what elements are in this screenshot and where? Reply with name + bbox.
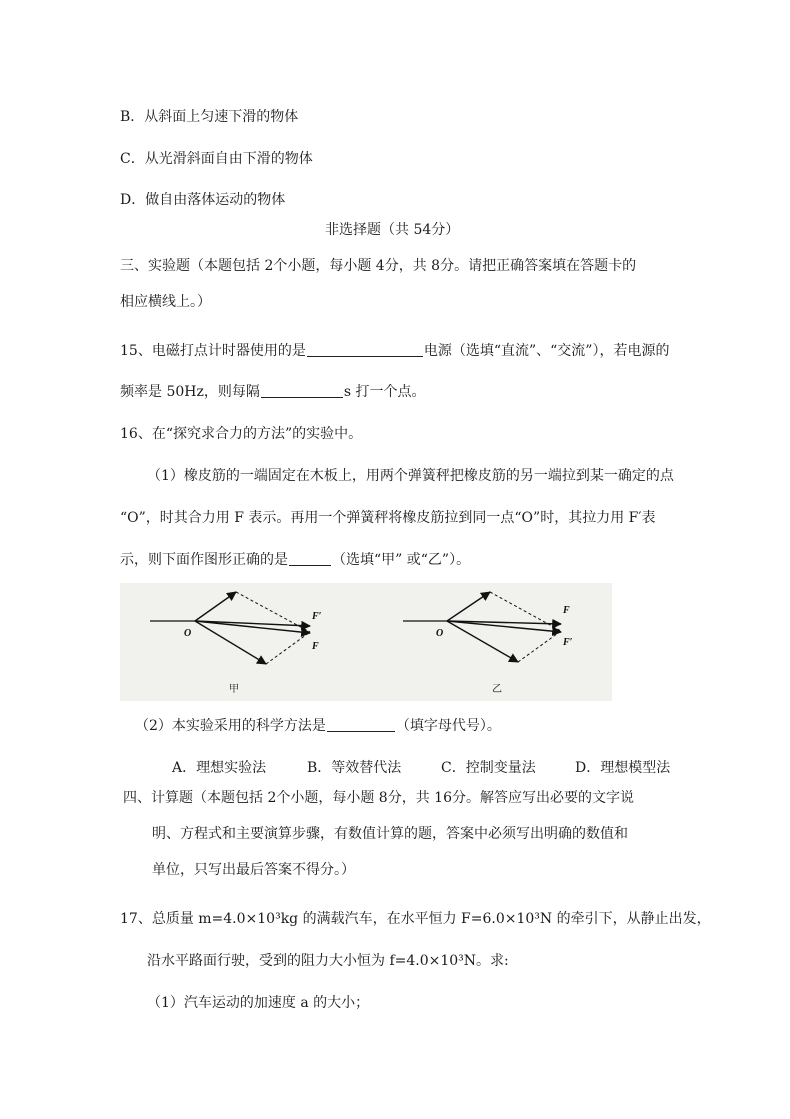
answer-blank-15b[interactable] bbox=[261, 383, 343, 398]
q16-1-text-post: （选填“甲” 或“乙”）。 bbox=[332, 552, 471, 568]
answer-blank-16-2[interactable] bbox=[327, 717, 395, 732]
answer-blank-16-1[interactable] bbox=[289, 551, 331, 566]
section-3-heading-cont: 相应横线上。） bbox=[120, 294, 211, 310]
caption-jia: 甲 bbox=[229, 684, 239, 695]
q15-text-pre: 15、电磁打点计时器使用的是 bbox=[120, 343, 306, 359]
answer-blank-15a[interactable] bbox=[307, 342, 423, 357]
question-17-part1: （1）汽车运动的加速度 a 的大小； bbox=[147, 995, 370, 1011]
q15-text-post: 电源（选填“直流”、“交流”），若电源的 bbox=[423, 343, 670, 359]
lower-force-label: F bbox=[312, 641, 319, 652]
section-4-heading-cont2: 单位，只写出最后答案不得分。） bbox=[152, 862, 355, 878]
diagram-yi bbox=[403, 592, 573, 695]
parallelogram-dashed-lower bbox=[266, 632, 310, 664]
question-17-line1: 17、总质量 m=4.0×10³kg 的满载汽车，在水平恒力 F=6.0×10³N 的牵引下，从静止出发， bbox=[120, 911, 711, 927]
q15-text2-post: s 打一个点。 bbox=[343, 384, 426, 400]
q16-2-text-pre: （2）本实验采用的科学方法是 bbox=[135, 718, 326, 734]
q16-1-text-pre: 示，则下面作图形正确的是 bbox=[120, 552, 288, 568]
section-3-heading: 三、实验题（本题包括 2个小题，每小题 4分，共 8分。请把正确答案填在答题卡的 bbox=[120, 258, 637, 274]
non-choice-title: 非选择题（共 54分） bbox=[325, 222, 460, 238]
parallelogram-dashed-lower bbox=[518, 631, 561, 662]
caption-yi: 乙 bbox=[492, 684, 502, 695]
q16-part1-line2: “O”，时其合力用 F 表示。再用一个弹簧秤将橡皮筋拉到同一点“O”时，其拉力用 F′表 bbox=[120, 510, 656, 526]
method-option-d: D．理想模型法 bbox=[575, 760, 671, 776]
parallelogram-dashed-upper bbox=[490, 592, 561, 631]
method-option-b: B．等效替代法 bbox=[307, 760, 402, 776]
question-15-line2 bbox=[120, 383, 426, 401]
question-15-line1 bbox=[120, 342, 669, 360]
section-4-heading: 四、计算题（本题包括 2个小题，每小题 8分，共 16分。解答应写出必要的文字说 bbox=[123, 790, 634, 806]
force-diagram-figure bbox=[120, 583, 612, 701]
diagram-jia bbox=[150, 592, 322, 695]
q16-part2 bbox=[135, 717, 501, 735]
q16-2-text-post: （填字母代号）。 bbox=[395, 718, 501, 734]
upper-force-label: F bbox=[563, 605, 570, 616]
q16-part1-line1: （1）橡皮筋的一端固定在木板上，用两个弹簧秤把橡皮筋的另一端拉到某一确定的点 bbox=[147, 468, 674, 484]
force-diagrams-svg bbox=[120, 583, 612, 701]
method-option-a: A．理想实验法 bbox=[172, 760, 267, 776]
question-16: 16、在“探究求合力的方法”的实验中。 bbox=[120, 426, 363, 442]
component-force-upper bbox=[195, 592, 236, 621]
component-force-upper bbox=[447, 592, 490, 621]
q16-part1-line3 bbox=[120, 551, 470, 569]
option-c: C．从光滑斜面自由下滑的物体 bbox=[120, 151, 313, 167]
origin-label: O bbox=[184, 628, 192, 639]
option-d: D．做自由落体运动的物体 bbox=[120, 192, 286, 208]
option-b: B．从斜面上匀速下滑的物体 bbox=[120, 109, 299, 125]
question-17-line2: 沿水平路面行驶，受到的阻力大小恒为 f=4.0×10³N。求: bbox=[147, 953, 509, 969]
section-4-heading-cont1: 明、方程式和主要演算步骤，有数值计算的题，答案中必须写出明确的数值和 bbox=[152, 826, 628, 842]
origin-label: O bbox=[436, 628, 444, 639]
q15-text2-pre: 频率是 50Hz，则每隔 bbox=[120, 384, 260, 400]
upper-force-label: F′ bbox=[312, 611, 322, 622]
method-option-c: C．控制变量法 bbox=[441, 760, 536, 776]
lower-force-label: F′ bbox=[563, 637, 573, 648]
